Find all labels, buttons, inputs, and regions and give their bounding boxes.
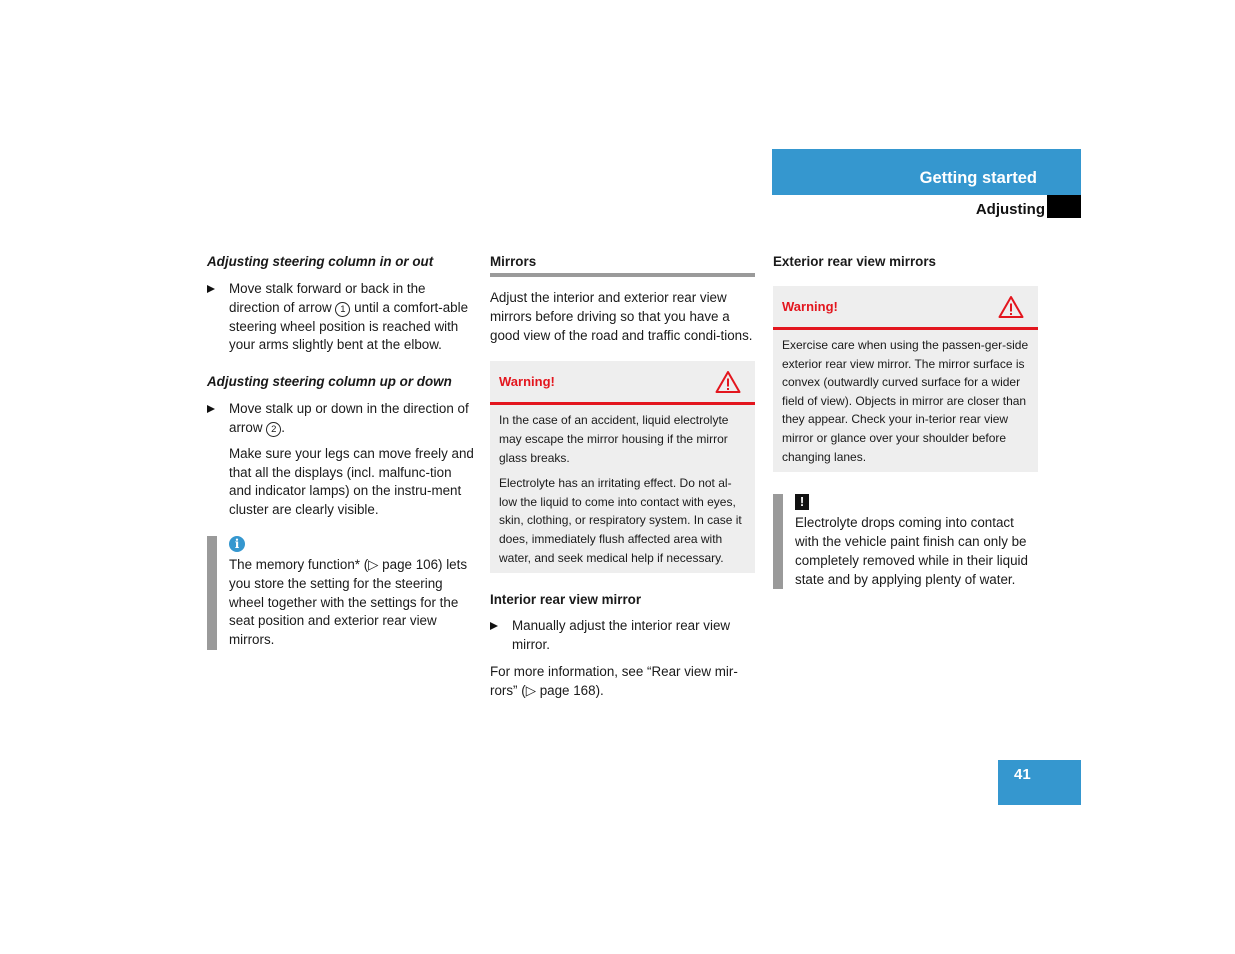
column-1 xyxy=(207,253,474,650)
notice-text: Electrolyte drops coming into contact with the vehicle paint finish can only be completely removed while in their liquid state and by applying plenty of water. xyxy=(795,515,1028,587)
bullet-up-down: Move stalk up or down in the direction of arrow 2 . xyxy=(207,400,474,438)
heading-in-out: Adjusting steering column in or out xyxy=(207,254,434,269)
warning-box-electrolyte xyxy=(490,361,755,573)
bullet-in-out: Move stalk forward or back in the direction of arrow 1 until a comfort-able steering wheel position is reached with your arms slightly bent at the elbow. xyxy=(207,280,474,355)
column-3 xyxy=(773,253,1038,589)
info-text: The memory function* (▷ page 106) lets you store the setting for the steering wheel together with the settings for the seat position and exterior rear view mirrors. xyxy=(229,556,468,648)
mirrors-intro: Adjust the interior and exterior rear view mirrors before driving so that you have a good view of the road and traffic condi-tions. xyxy=(490,290,753,343)
warning-box-convex xyxy=(773,286,1038,472)
warning-triangle-icon xyxy=(998,295,1024,319)
paint-notice xyxy=(773,494,1038,589)
mirrors-heading: Mirrors xyxy=(490,254,537,269)
warning-text: Exercise care when using the passen-ger-side exterior rear view mirror. The mirror surface is convex (outwardly curved surface for a wider field of view). Objects in mirror are closer than they appear. Check your in-terior rear view mirror or glance over your shoulder before changing lanes. xyxy=(782,338,1029,464)
bullet-interior-mirror: Manually adjust the interior rear view mirror. xyxy=(490,617,755,655)
warning-triangle-icon xyxy=(715,370,741,394)
interior-mirror-heading: Interior rear view mirror xyxy=(490,592,642,608)
exclamation-icon: ! xyxy=(795,494,809,510)
info-note xyxy=(207,536,474,650)
warning-header xyxy=(490,361,755,405)
exterior-mirrors-heading: Exterior rear view mirrors xyxy=(773,254,937,269)
heading-up-down: Adjusting steering column up or down xyxy=(207,374,452,390)
warning-body xyxy=(773,330,1038,472)
arrow-number-badge: 1 xyxy=(335,302,350,317)
warning-title: Warning! xyxy=(499,374,555,390)
column-2 xyxy=(490,253,755,700)
legs-paragraph: Make sure your legs can move freely and that all the displays (incl. malfunc-tion and indicator lamps) on the instru-ment cluster are clearly visible. xyxy=(229,445,474,518)
more-info-text: For more information, see “Rear view mir-rors” (▷ page 168). xyxy=(490,663,738,698)
info-icon: i xyxy=(229,536,245,552)
warning-text-1: In the case of an accident, liquid electrolyte may escape the mirror housing if the mirror glass breaks. xyxy=(499,413,729,465)
chapter-title: Getting started xyxy=(919,169,1037,187)
bullet-arrow-icon xyxy=(207,405,215,413)
page-number-box xyxy=(998,760,1081,805)
section-title: Adjusting xyxy=(975,201,1045,218)
warning-header xyxy=(773,286,1038,330)
mirrors-heading-block xyxy=(490,253,755,277)
notice-side-bar xyxy=(773,494,783,589)
arrow-number-badge: 2 xyxy=(266,422,281,437)
section-tab-marker xyxy=(1047,195,1081,218)
chapter-header xyxy=(772,149,1081,195)
warning-title: Warning! xyxy=(782,299,838,314)
page-number: 41 xyxy=(1014,766,1031,783)
bullet-arrow-icon xyxy=(490,622,498,630)
warning-body xyxy=(490,405,755,573)
info-side-bar xyxy=(207,536,217,650)
bullet-arrow-icon xyxy=(207,285,215,293)
warning-text-2: Electrolyte has an irritating effect. Do not al-low the liquid to come into contact with eyes, skin, clothing, or respiratory system. In case it does, immediately flush affected area with water, and seek medical help if necessary. xyxy=(499,476,742,565)
